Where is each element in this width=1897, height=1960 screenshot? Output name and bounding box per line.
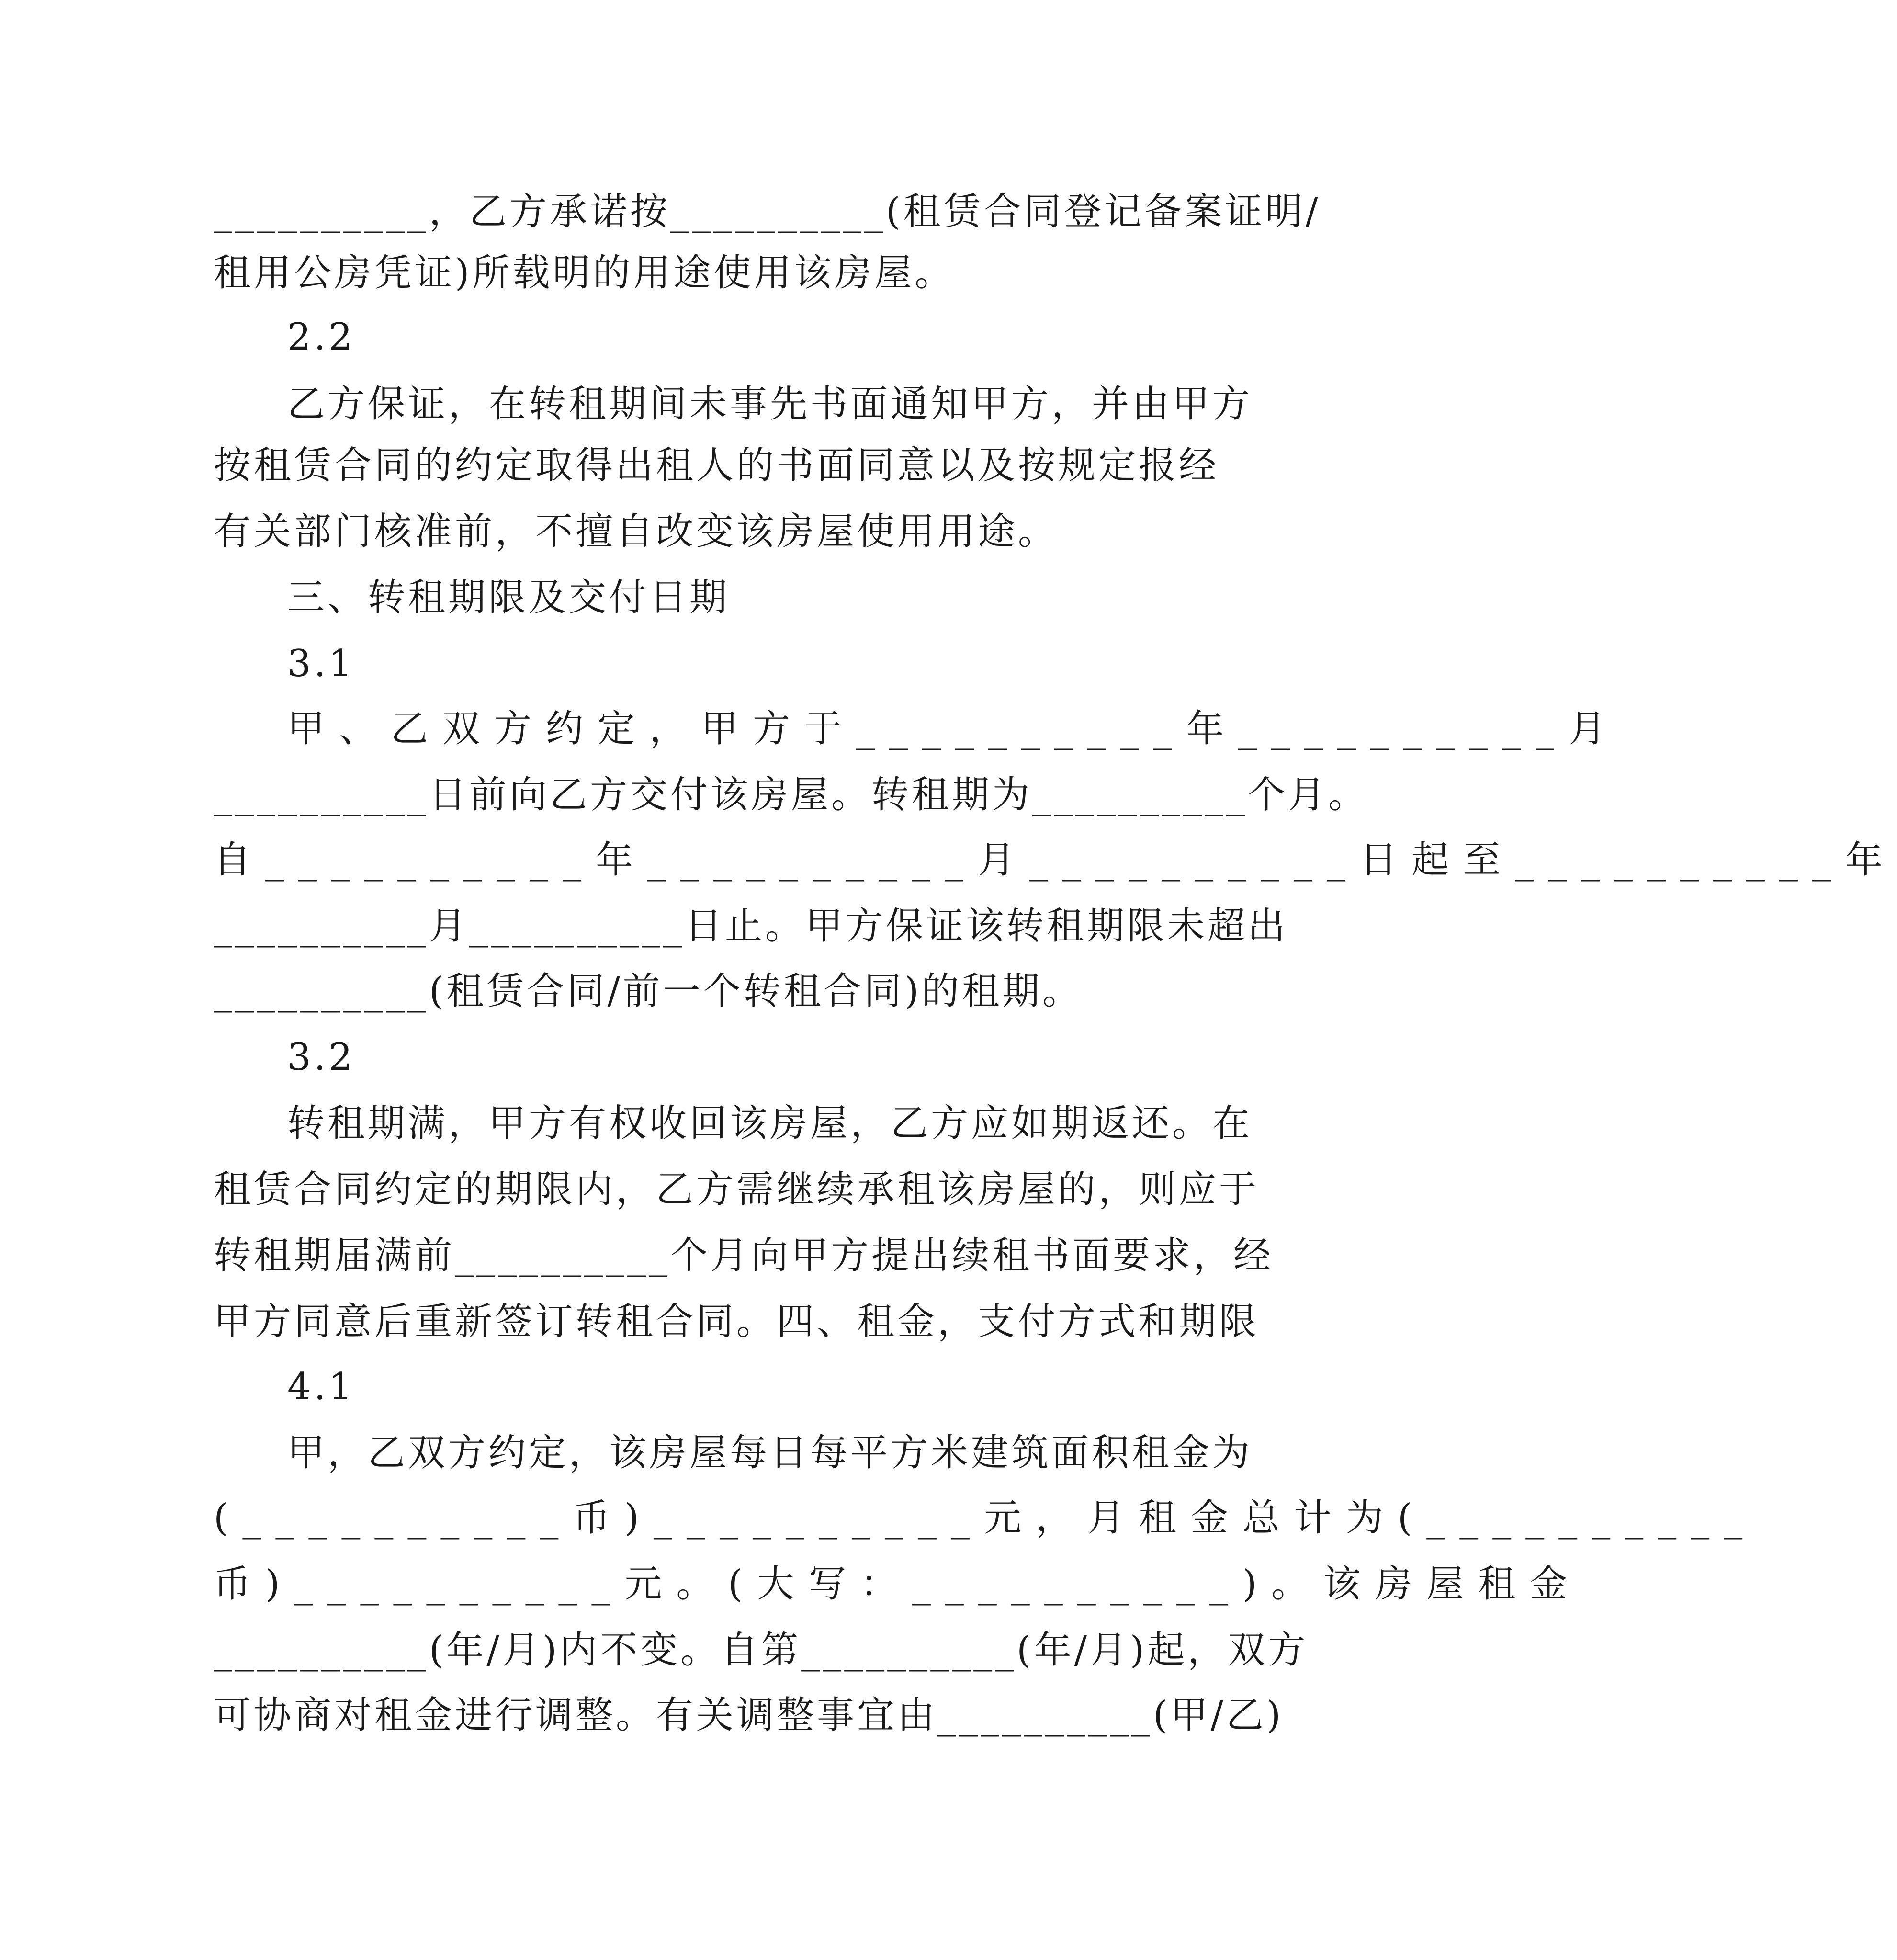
text-line-12: __________月__________日止。甲方保证该转租期限未超出	[214, 905, 1288, 948]
section-number-2-2: 2.2	[287, 316, 356, 359]
section-number-4-1: 4.1	[287, 1365, 356, 1408]
text-line-18: 甲方同意后重新签订转租合同。四、租金，支付方式和期限	[214, 1300, 1260, 1343]
text-line-23: __________(年/月)内不变。自第__________(年/月)起，双方	[214, 1629, 1309, 1672]
section-number-3-2: 3.2	[287, 1036, 356, 1079]
text-line-11: 自__________年__________月__________日起至__________年	[214, 838, 1897, 882]
text-line-10: __________日前向乙方交付该房屋。转租期为__________个月。	[214, 773, 1369, 816]
text-line-9: 甲、乙双方约定，甲方于__________年__________月	[287, 707, 1621, 750]
text-line-15: 转租期满，甲方有权收回该房屋，乙方应如期返还。在	[287, 1102, 1253, 1145]
text-line-5: 按租赁合同的约定取得出租人的书面同意以及按规定报经	[214, 444, 1220, 487]
text-line-1: __________，乙方承诺按__________(租赁合同登记备案证明/	[214, 190, 1321, 233]
section-heading-3: 三、转租期限及交付日期	[287, 576, 730, 619]
text-line-16: 租赁合同约定的期限内，乙方需继续承租该房屋的，则应于	[214, 1168, 1260, 1211]
text-line-6: 有关部门核准前，不擅自改变该房屋使用用途。	[214, 510, 1059, 553]
text-line-20: 甲，乙双方约定，该房屋每日每平方米建筑面积租金为	[287, 1431, 1253, 1474]
text-line-17: 转租期届满前__________个月向甲方提出续租书面要求，经	[214, 1234, 1274, 1277]
text-line-22: 币)__________元。(大写：__________)。该房屋租金	[214, 1563, 1582, 1606]
text-line-24: 可协商对租金进行调整。有关调整事宜由__________(甲/乙)	[214, 1694, 1284, 1737]
text-line-21: (__________币)__________元，月租金总计为(__________	[214, 1496, 1757, 1540]
text-line-13: __________(租赁合同/前一个转租合同)的租期。	[214, 970, 1083, 1013]
section-number-3-1: 3.1	[287, 642, 356, 685]
text-line-4: 乙方保证，在转租期间未事先书面通知甲方，并由甲方	[287, 383, 1253, 426]
text-line-2: 租用公房凭证)所载明的用途使用该房屋。	[214, 251, 955, 295]
